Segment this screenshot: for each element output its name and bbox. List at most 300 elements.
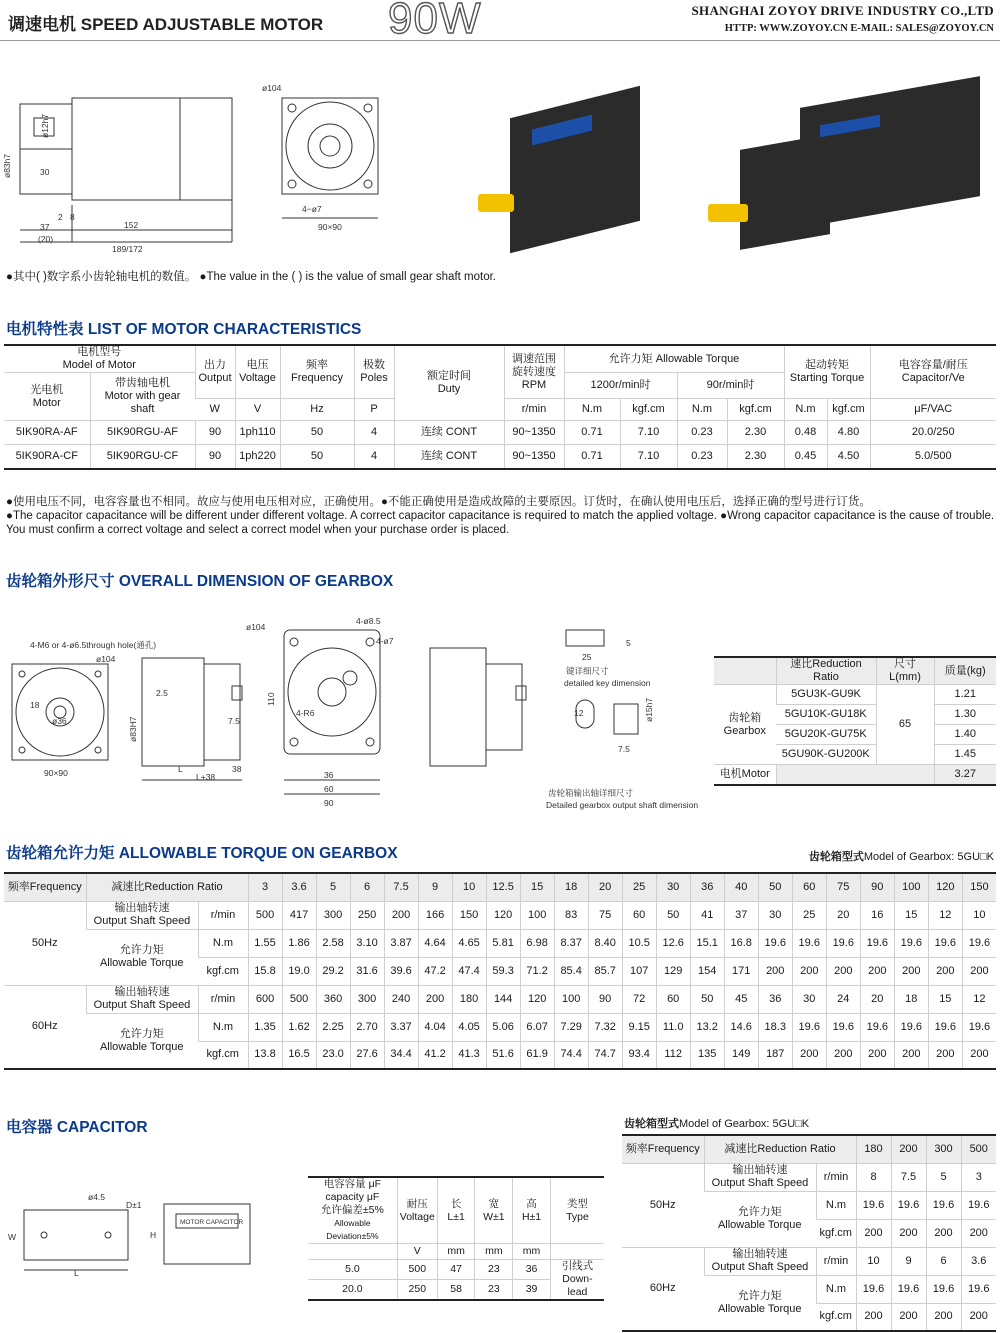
ratio-cell: 30 (656, 873, 690, 901)
table-cell: 4.80 (827, 421, 870, 445)
value-cell: 129 (656, 957, 690, 985)
ratio-cell: 180 (856, 1135, 891, 1163)
unit-cell: r/min (816, 1247, 856, 1275)
value-cell: 19.0 (282, 957, 316, 985)
label-torque (704, 1191, 816, 1247)
dim-d104: ø104 (262, 83, 282, 93)
value-cell: 61.9 (520, 1041, 554, 1069)
th-output: 出力 Output (195, 345, 235, 399)
unit-w: W (195, 399, 235, 421)
unit-cell: r/min (198, 901, 248, 929)
ratio-cell: 20 (588, 873, 622, 901)
th-capacitor: 电容容量/耐压 Capacitor/Ve (870, 345, 996, 399)
label-torque (86, 1013, 198, 1069)
value-cell: 6.98 (520, 929, 554, 957)
dim-d104: ø104 (96, 654, 116, 664)
motor-photo-right (700, 82, 990, 242)
value-cell: 50 (656, 901, 690, 929)
dim-L38: L+38 (196, 772, 216, 782)
dim-k25: 25 (582, 652, 592, 662)
value-cell: 100 (520, 901, 554, 929)
dim-4-d7: 4−ø7 (302, 204, 322, 214)
value-cell: 4.64 (418, 929, 452, 957)
note-capacitor: ●使用电压不同，电容容量也不相同。故应与使用电压相对应，正确使用。●不能正确使用是造成故障的主要原因。订货时，在确认使用电压后，选择正确的型号进行订货。 ●The capacitor capacitance will be different under different voltage. A correct capacitor capacitance is required to match the applied voltage. ●Wrong capacitor capacitance is the cause of trouble. You must confirm a correct voltage and select a correct model when your purchase order is placed. (6, 496, 995, 536)
table-cell: 50 (280, 445, 354, 469)
table-row (622, 1163, 996, 1191)
cell-line: Allowable Torque (717, 1219, 802, 1231)
value-cell: 240 (384, 985, 418, 1013)
ratio-cell: 9 (418, 873, 452, 901)
dim-152: 152 (124, 220, 139, 230)
company-name: SHANGHAI ZOYOY DRIVE INDUSTRY CO.,LTD (691, 3, 994, 18)
value-cell: 19.6 (962, 1013, 996, 1041)
value-cell: 13.8 (248, 1041, 282, 1069)
dim-d36: ø36 (52, 716, 67, 726)
th-ratio: 减速比Reduction Ratio (86, 873, 248, 901)
table-cell: 5.0/500 (870, 445, 996, 469)
value-cell: 3.10 (350, 929, 384, 957)
value-cell: 417 (282, 901, 316, 929)
value-cell: 3.87 (384, 929, 418, 957)
ratio-cell: 100 (894, 873, 928, 901)
value-cell: 14.6 (724, 1013, 758, 1041)
cap-type: 引线式 Down-lead (550, 1260, 604, 1301)
cell-line: Allowable Torque (99, 1040, 184, 1053)
section-capacitor-title: 电容器 CAPACITOR (6, 1119, 148, 1136)
dim-90: 90 (324, 798, 334, 808)
ratio-cell: 36 (690, 873, 724, 901)
value-cell: 12.6 (656, 929, 690, 957)
value-cell: 39.6 (384, 957, 418, 985)
value-cell: 85.7 (588, 957, 622, 985)
value-cell: 37 (724, 901, 758, 929)
model-heading: 90W (388, 0, 482, 43)
freq-cell: 50Hz (4, 901, 86, 985)
unit-nm: N.m (677, 399, 727, 421)
value-cell: 6 (926, 1247, 961, 1275)
th-light-motor: 光电机 Motor (4, 373, 90, 421)
value-cell: 4.65 (452, 929, 486, 957)
table-cell: 7.10 (620, 421, 677, 445)
value-cell: 100 (554, 985, 588, 1013)
value-cell: 5 (926, 1163, 961, 1191)
th-1200: 1200r/min时 (564, 373, 677, 399)
unit-kgf: kgf.cm (727, 399, 784, 421)
value-cell: 6.07 (520, 1013, 554, 1041)
unit-cell: kgf.cm (198, 1041, 248, 1069)
value-cell: 200 (894, 957, 928, 985)
value-cell: 16.5 (282, 1041, 316, 1069)
value-cell: 5.81 (486, 929, 520, 957)
value-cell: 60 (622, 901, 656, 929)
ratio-cell: 12.5 (486, 873, 520, 901)
dim-60: 60 (324, 784, 334, 794)
table-cell: 连续 CONT (394, 421, 504, 445)
dim-38: 38 (232, 764, 242, 774)
dim-hole: 4-M6 or 4-ø6.5through hole(通孔) (30, 640, 157, 650)
unit-blank (550, 1244, 604, 1260)
th-len: 长 L±1 (437, 1177, 475, 1244)
ratio-cell: 120 (928, 873, 962, 901)
gb-mass-1: 1.30 (934, 705, 996, 725)
unit-mm: mm (513, 1244, 551, 1260)
th-type: 类型 Type (550, 1177, 604, 1244)
th-frequency: 频率 Frequency (280, 345, 354, 399)
value-cell: 200 (856, 1303, 891, 1331)
label-torque (704, 1275, 816, 1331)
value-cell: 3.6 (961, 1247, 996, 1275)
table-cell: 5IK90RA-AF (4, 421, 90, 445)
value-cell: 200 (961, 1219, 996, 1247)
dim-4-d7: 4-ø7 (376, 636, 394, 646)
value-cell: 171 (724, 957, 758, 985)
value-cell: 19.6 (826, 1013, 860, 1041)
table-header-row (622, 1135, 996, 1163)
table-row (4, 985, 996, 1013)
value-cell: 19.6 (926, 1191, 961, 1219)
unit-cell: N.m (816, 1191, 856, 1219)
value-cell: 60 (656, 985, 690, 1013)
th-ratio: 减速比Reduction Ratio (704, 1135, 856, 1163)
cap-wid: 23 (475, 1260, 513, 1280)
label-speed (86, 901, 198, 929)
value-cell: 200 (891, 1219, 926, 1247)
value-cell: 19.6 (894, 929, 928, 957)
value-cell: 19.6 (891, 1191, 926, 1219)
cell-line: 输出轴转速 (114, 902, 170, 914)
value-cell: 19.6 (792, 929, 826, 957)
unit-p: P (354, 399, 394, 421)
value-cell: 250 (350, 901, 384, 929)
unit-cell: kgf.cm (816, 1219, 856, 1247)
value-cell: 24 (826, 985, 860, 1013)
value-cell: 9.15 (622, 1013, 656, 1041)
value-cell: 19.6 (856, 1275, 891, 1303)
value-cell: 15.1 (690, 929, 724, 957)
ratio-cell: 7.5 (384, 873, 418, 901)
page-title: 调速电机 SPEED ADJUSTABLE MOTOR (8, 15, 324, 34)
value-cell: 3.37 (384, 1013, 418, 1041)
th-ratio: 速比Reduction Ratio (776, 657, 876, 685)
unit-cell: N.m (198, 1013, 248, 1041)
value-cell: 19.6 (860, 1013, 894, 1041)
unit-cap: μF/VAC (870, 399, 996, 421)
unit-rmin: r/min (504, 399, 564, 421)
value-cell: 180 (452, 985, 486, 1013)
value-cell: 75 (588, 901, 622, 929)
cap-d45: ø4.5 (88, 1192, 106, 1202)
th-mass: 质量(kg) (934, 657, 996, 685)
unit-kgf: kgf.cm (827, 399, 870, 421)
th-duty: 额定时间 Duty (394, 345, 504, 421)
value-cell: 59.3 (486, 957, 520, 985)
cap-label: MOTOR CAPACITOR (180, 1219, 244, 1226)
gearbox-label: 齿轮箱 Gearbox (714, 685, 776, 765)
cap-len: 47 (437, 1260, 475, 1280)
ratio-cell: 25 (622, 873, 656, 901)
dim-d83h7: ø83H7 (128, 716, 138, 742)
ratio-cell: 150 (962, 873, 996, 901)
value-cell: 200 (758, 957, 792, 985)
value-cell: 200 (826, 957, 860, 985)
table-cell: 0.71 (564, 445, 620, 469)
th-size: 尺寸L(mm) (876, 657, 934, 685)
value-cell: 4.04 (418, 1013, 452, 1041)
dim-30: 30 (40, 167, 50, 177)
unit-cell: N.m (198, 929, 248, 957)
gb-mass-3: 1.45 (934, 745, 996, 765)
ratio-cell: 75 (826, 873, 860, 901)
cell-line: 输出轴转速 (732, 1248, 788, 1260)
value-cell: 41.2 (418, 1041, 452, 1069)
table-cell: 7.10 (620, 445, 677, 469)
th-rpm: 调速范围 旋转速度 RPM (504, 345, 564, 399)
ratio-cell: 200 (891, 1135, 926, 1163)
value-cell: 31.6 (350, 957, 384, 985)
value-cell: 200 (961, 1303, 996, 1331)
table-cell: 2.30 (727, 421, 784, 445)
table-cell: 2.30 (727, 445, 784, 469)
value-cell: 30 (792, 985, 826, 1013)
value-cell: 600 (248, 985, 282, 1013)
ratio-cell: 40 (724, 873, 758, 901)
value-cell: 16 (860, 901, 894, 929)
value-cell: 150 (452, 901, 486, 929)
value-cell: 19.6 (894, 1013, 928, 1041)
value-cell: 300 (316, 901, 350, 929)
dim-d83h7: ø83h7 (2, 153, 12, 178)
gearbox-mass-table (714, 656, 996, 786)
table-cell: 90 (195, 421, 235, 445)
cap-val: 5.0 (308, 1260, 397, 1280)
dim-20: (20) (38, 234, 54, 244)
value-cell: 9 (891, 1247, 926, 1275)
dim-7-5: 7.5 (228, 716, 240, 726)
cell-line: 允许力矩 (737, 1289, 782, 1302)
value-cell: 3 (961, 1163, 996, 1191)
value-cell: 7.29 (554, 1013, 588, 1041)
cap-hei: 36 (513, 1260, 551, 1280)
cell-line: 允许力矩 (119, 1027, 164, 1040)
value-cell: 7.5 (891, 1163, 926, 1191)
value-cell: 200 (792, 1041, 826, 1069)
value-cell: 15.8 (248, 957, 282, 985)
shaft-title-cn: 齿轮箱输出轴详细尺寸 (548, 788, 634, 798)
unit-cell: N.m (816, 1275, 856, 1303)
th-cap: 电容容量 μF capacity μF 允许偏差±5% Allowable Deviation±5% (308, 1177, 397, 1244)
motor-mass: 3.27 (934, 765, 996, 785)
value-cell: 34.4 (384, 1041, 418, 1069)
value-cell: 93.4 (622, 1041, 656, 1069)
value-cell: 12 (962, 985, 996, 1013)
value-cell: 19.6 (961, 1191, 996, 1219)
table-row (4, 1013, 996, 1041)
torque2-model-note: 齿轮箱型式Model of Gearbox: 5GU□K (624, 1118, 810, 1130)
value-cell: 112 (656, 1041, 690, 1069)
th-90: 90r/min时 (677, 373, 784, 399)
value-cell: 149 (724, 1041, 758, 1069)
value-cell: 19.6 (826, 929, 860, 957)
value-cell: 23.0 (316, 1041, 350, 1069)
value-cell: 200 (926, 1219, 961, 1247)
unit-nm: N.m (564, 399, 620, 421)
cap-l: L (74, 1268, 79, 1278)
dim-18: 18 (30, 700, 40, 710)
value-cell: 200 (418, 985, 452, 1013)
key-title-en: detailed key dimension (564, 678, 651, 688)
value-cell: 19.6 (860, 929, 894, 957)
label-speed (704, 1163, 816, 1191)
characteristics-table (4, 344, 996, 470)
ratio-cell: 6 (350, 873, 384, 901)
value-cell: 47.4 (452, 957, 486, 985)
dim-4-d8-5: 4-ø8.5 (356, 616, 381, 626)
cap-volt: 250 (397, 1280, 437, 1300)
table-cell: 90~1350 (504, 421, 564, 445)
value-cell: 500 (248, 901, 282, 929)
dim-L: L (178, 764, 183, 774)
value-cell: 27.6 (350, 1041, 384, 1069)
label-torque (86, 929, 198, 985)
value-cell: 83 (554, 901, 588, 929)
dim-2-5: 2.5 (156, 688, 168, 698)
value-cell: 19.6 (891, 1275, 926, 1303)
dim-k5: 5 (626, 638, 631, 648)
th-volt: 耐压 Voltage (397, 1177, 437, 1244)
th-wid: 宽 W±1 (475, 1177, 513, 1244)
motor-photo-left (470, 82, 660, 242)
table-cell: 4.50 (827, 445, 870, 469)
value-cell: 1.35 (248, 1013, 282, 1041)
value-cell: 85.4 (554, 957, 588, 985)
value-cell: 200 (860, 957, 894, 985)
table-cell: 5IK90RA-CF (4, 445, 90, 469)
unit-nm: N.m (784, 399, 827, 421)
value-cell: 107 (622, 957, 656, 985)
value-cell: 19.6 (792, 1013, 826, 1041)
value-cell: 1.86 (282, 929, 316, 957)
value-cell: 41.3 (452, 1041, 486, 1069)
table-row (308, 1260, 604, 1280)
ratio-cell: 5 (316, 873, 350, 901)
value-cell: 8 (856, 1163, 891, 1191)
value-cell: 19.6 (758, 929, 792, 957)
value-cell: 120 (486, 901, 520, 929)
label-speed (704, 1247, 816, 1275)
cell-line: Output Shaft Speed (93, 915, 191, 927)
value-cell: 200 (928, 957, 962, 985)
cell-line: 输出轴转速 (732, 1164, 788, 1176)
value-cell: 7.32 (588, 1013, 622, 1041)
table-cell: 0.71 (564, 421, 620, 445)
value-cell: 13.2 (690, 1013, 724, 1041)
value-cell: 19.6 (962, 929, 996, 957)
unit-kgf: kgf.cm (620, 399, 677, 421)
dim-d104b: ø104 (246, 622, 266, 632)
value-cell: 18 (894, 985, 928, 1013)
dim-189: 189/172 (112, 244, 143, 254)
unit-cell: kgf.cm (816, 1303, 856, 1331)
th-blank (714, 657, 776, 685)
value-cell: 166 (418, 901, 452, 929)
value-cell: 200 (894, 1041, 928, 1069)
ratio-cell: 500 (961, 1135, 996, 1163)
cap-h: H (150, 1230, 157, 1240)
th-frequency: 频率Frequency (622, 1135, 704, 1163)
ratio-cell: 90 (860, 873, 894, 901)
table-cell: 连续 CONT (394, 445, 504, 469)
value-cell: 144 (486, 985, 520, 1013)
value-cell: 200 (826, 1041, 860, 1069)
value-cell: 36 (758, 985, 792, 1013)
unit-mm: mm (475, 1244, 513, 1260)
dim-36: 36 (324, 770, 334, 780)
gb-ratio-0: 5GU3K-GU9K (776, 685, 876, 705)
table-cell: 5IK90RGU-CF (90, 445, 195, 469)
torque-model-note: 齿轮箱型式Model of Gearbox: 5GU□K (808, 851, 994, 863)
value-cell: 41 (690, 901, 724, 929)
ratio-cell: 60 (792, 873, 826, 901)
value-cell: 200 (962, 1041, 996, 1069)
motor-dimension-drawing (0, 80, 400, 260)
cell-line: 输出轴转速 (114, 986, 170, 998)
section-gearbox-title: 齿轮箱外形尺寸 OVERALL DIMENSION OF GEARBOX (6, 573, 394, 590)
table-row (4, 929, 996, 957)
value-cell: 71.2 (520, 957, 554, 985)
table-cell: 1ph220 (235, 445, 280, 469)
value-cell: 120 (520, 985, 554, 1013)
value-cell: 19.6 (926, 1275, 961, 1303)
capacitor-drawing (0, 1170, 290, 1280)
value-cell: 1.62 (282, 1013, 316, 1041)
table-header-row (4, 873, 996, 901)
value-cell: 90 (588, 985, 622, 1013)
value-cell: 16.8 (724, 929, 758, 957)
value-cell: 10.5 (622, 929, 656, 957)
table-cell: 90~1350 (504, 445, 564, 469)
value-cell: 50 (690, 985, 724, 1013)
dim-8: 8 (70, 212, 75, 222)
torque2-table (622, 1134, 996, 1332)
section-characteristics-title: 电机特性表 LIST OF MOTOR CHARACTERISTICS (6, 321, 362, 338)
dim-4-r6: 4-R6 (296, 708, 315, 718)
table-cell: 0.23 (677, 421, 727, 445)
value-cell: 20 (860, 985, 894, 1013)
value-cell: 25 (792, 901, 826, 929)
cell-line: 允许力矩 (119, 944, 164, 956)
gb-mass-0: 1.21 (934, 685, 996, 705)
value-cell: 200 (792, 957, 826, 985)
motor-label: 电机Motor (714, 765, 776, 785)
unit-cell: kgf.cm (198, 957, 248, 985)
ratio-cell: 300 (926, 1135, 961, 1163)
cell-line: Output Shaft Speed (711, 1261, 809, 1273)
value-cell: 19.6 (928, 1013, 962, 1041)
cap-wid: 23 (475, 1280, 513, 1300)
table-row (4, 445, 996, 469)
value-cell: 200 (384, 901, 418, 929)
dim-90x90: 90×90 (44, 768, 68, 778)
value-cell: 1.55 (248, 929, 282, 957)
cell-line: Allowable Torque (717, 1302, 802, 1315)
ratio-cell: 50 (758, 873, 792, 901)
value-cell: 18.3 (758, 1013, 792, 1041)
value-cell: 15 (928, 985, 962, 1013)
value-cell: 29.2 (316, 957, 350, 985)
value-cell: 74.7 (588, 1041, 622, 1069)
value-cell: 200 (891, 1303, 926, 1331)
ratio-cell: 3 (248, 873, 282, 901)
